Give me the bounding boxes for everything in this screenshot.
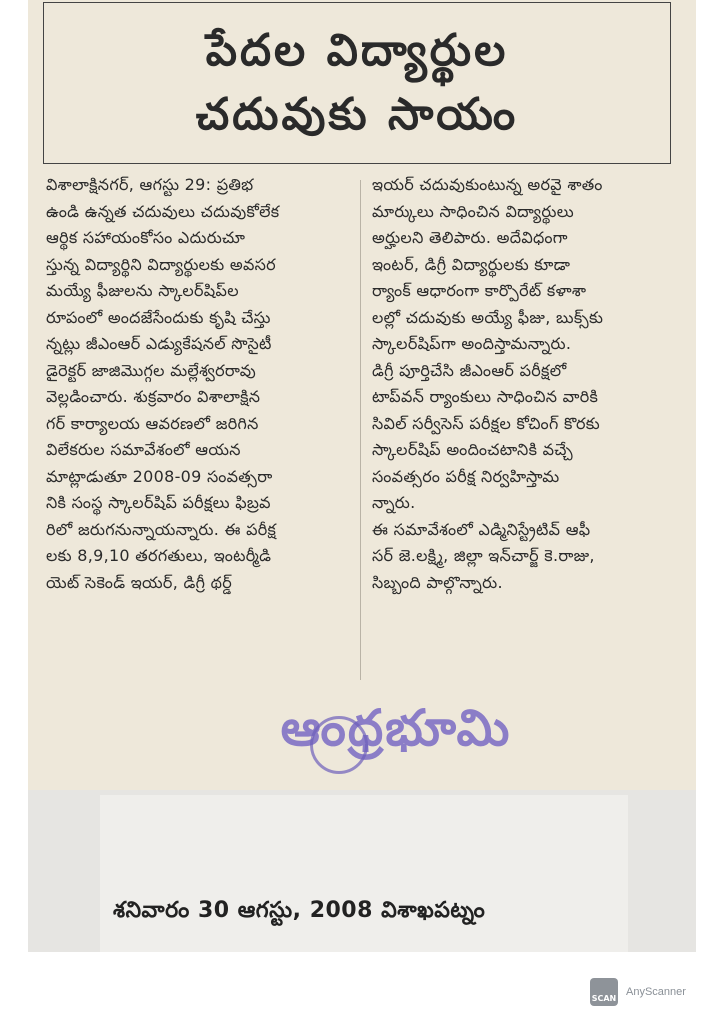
article-line: మయ్యే ఫీజులను స్కాలర్‌షిప్‌ల — [46, 281, 239, 300]
article-right-column — [372, 172, 672, 596]
scanner-watermark — [590, 977, 686, 1007]
dateline: శనివారం 30 ఆగస్టు, 2008 విశాఖపట్నం — [113, 898, 486, 923]
dateline-strip — [100, 795, 628, 952]
masthead-seal-icon — [310, 716, 368, 774]
article-line: డిగ్రీ పూర్తిచేసి జీఎంఆర్ పరీక్షలో — [372, 360, 567, 380]
article-line: ఆర్థిక సహాయంకోసం ఎదురుచూ — [46, 228, 246, 247]
article-line: గర్ కార్యాలయ ఆవరణలో జరిగిన — [46, 413, 259, 433]
article-line: విశాలాక్షినగర్, ఆగస్టు 29: ప్రతిభ — [46, 175, 254, 194]
article-line: సర్ జె.లక్ష్మి, జిల్లా ఇన్‌చార్జ్ కె.రాజు, — [372, 546, 595, 565]
article-line: న్నారు. — [372, 493, 416, 512]
article-line: ఉండి ఉన్నత చదువులు చదువుకోలేక — [46, 201, 280, 221]
column-divider — [360, 180, 361, 680]
article-line: ఇయర్ చదువుకుంటున్న అరవై శాతం — [372, 175, 603, 194]
article-line: టాప్‌వన్ ర్యాంకులు సాధించిన వారికి — [372, 387, 599, 406]
article-line: సిబ్బంది పాల్గొన్నారు. — [372, 572, 503, 592]
article-line: ఈ సమావేశంలో ఎడ్మినిస్ట్రేటివ్ ఆఫీ — [372, 519, 591, 539]
article-line: ఇంటర్, డిగ్రీ విద్యార్థులకు కూడా — [372, 254, 571, 274]
article-left-column — [46, 172, 346, 596]
article-line: వెల్లడించారు. శుక్రవారం విశాలాక్షిన — [46, 387, 261, 406]
article-line: మాట్లాడుతూ 2008-09 సంవత్సరా — [46, 466, 273, 486]
headline-line-2: చదువుకు సాయం — [195, 89, 519, 140]
article-line: విలేకరుల సమావేశంలో ఆయన — [46, 440, 241, 459]
article-line: అర్హులని తెలిపారు. అదేవిధంగా — [372, 228, 568, 247]
article-line: స్తున్న విద్యార్థిని విద్యార్థులకు అవసర — [46, 254, 276, 274]
article-line: యెట్ సెకెండ్ ఇయర్, డిగ్రీ థర్డ్ — [46, 572, 233, 592]
article-line: న్నట్లు జీఎంఆర్ ఎడ్యుకేషనల్ సొసైటీ — [46, 334, 272, 353]
article-line: స్కాలర్‌షిప్‌గా అందిస్తామన్నారు. — [372, 334, 572, 353]
newspaper-clipping — [28, 0, 696, 952]
article-line: నికి సంస్థ స్కాలర్‌షిప్ పరీక్షలు ఫిబ్రవ — [46, 493, 271, 512]
scanner-app-icon: SCAN — [590, 978, 618, 1006]
article-line: స్కాలర్‌షిప్ అందించటానికి వచ్చే — [372, 440, 573, 459]
scanner-app-name: AnyScanner — [626, 986, 686, 998]
headline-box — [43, 2, 671, 164]
article-line: ర్యాంక్ ఆధారంగా కార్పొరేట్ కళాశా — [372, 281, 587, 300]
article-line: రూపంలో అందజేసేందుకు కృషి చేస్తు — [46, 307, 271, 327]
article-line: లకు 8,9,10 తరగతులు, ఇంటర్మీడి — [46, 546, 272, 565]
newspaper-masthead-stamp: ఆంధ్రభూమి — [280, 698, 512, 757]
headline-line-1: పేదల విద్యార్థుల — [205, 25, 509, 76]
article-line: లల్లో చదువుకు అయ్యే ఫీజు, బుక్స్‌కు — [372, 307, 604, 327]
article-line: మార్కులు సాధించిన విద్యార్థులు — [372, 201, 574, 221]
article-line: రిలో జరుగనున్నాయన్నారు. ఈ పరీక్ష — [46, 519, 277, 539]
article-line: సివిల్ సర్వీసెస్ పరీక్షల కోచింగ్ కొరకు — [372, 413, 600, 433]
article-line: డైరెక్టర్ జాజిమొగ్గల మల్లేశ్వరరావు — [46, 360, 256, 380]
article-line: సంవత్సరం పరీక్ష నిర్వహిస్తామ — [372, 466, 560, 486]
